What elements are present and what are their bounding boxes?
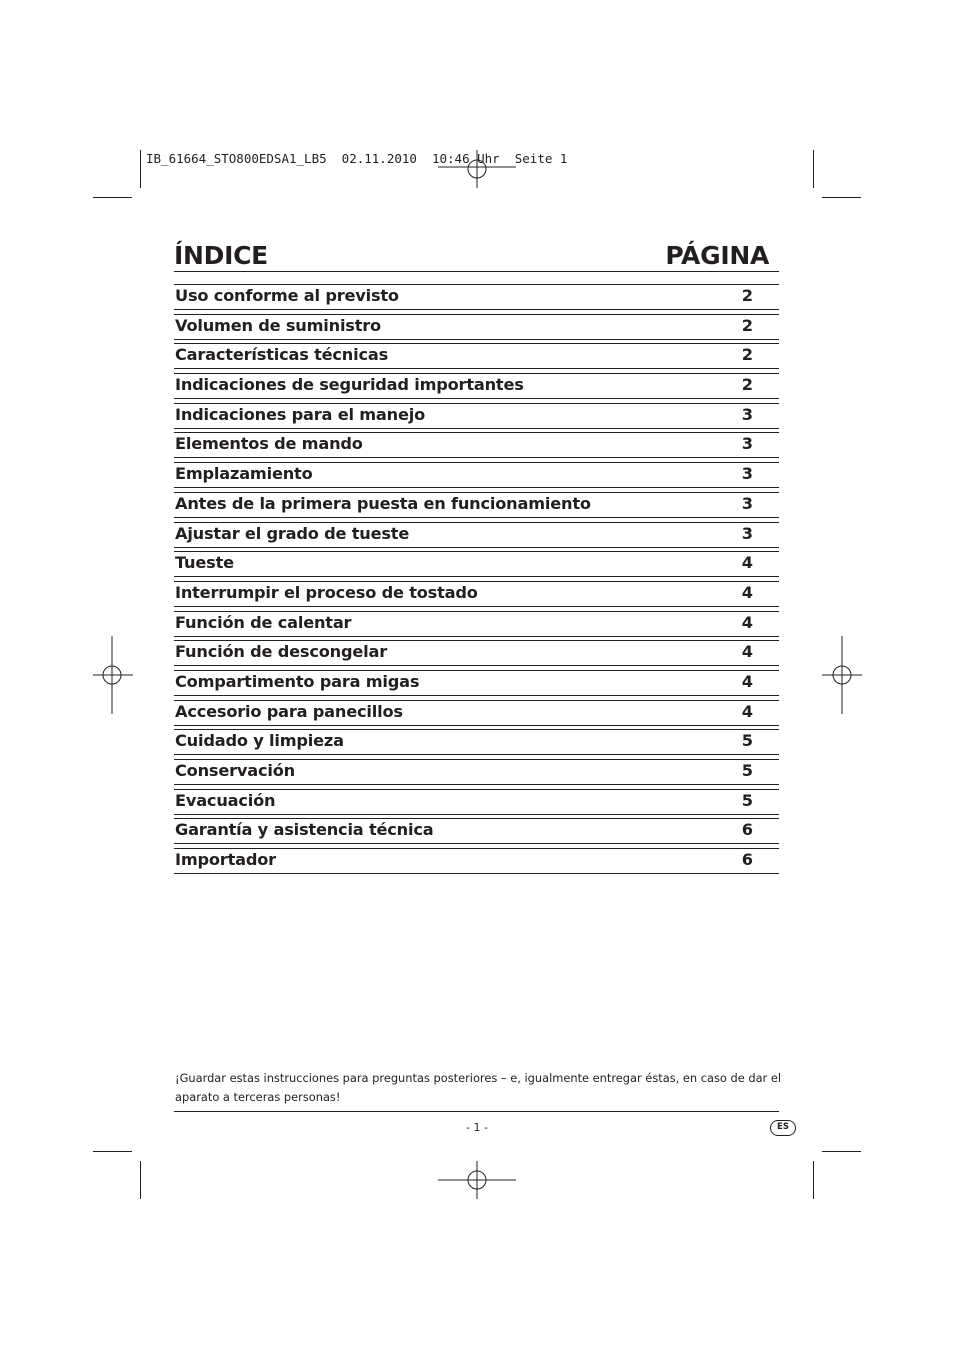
registration-mark-left — [93, 636, 133, 714]
toc-entry-page: 5 — [741, 731, 753, 751]
toc-entry — [174, 462, 779, 492]
toc-entry-title: Importador — [175, 850, 276, 870]
toc-entry-page: 2 — [741, 286, 753, 305]
toc-entry — [174, 611, 779, 641]
toc-entry — [174, 403, 779, 433]
toc-entry-title: Ajustar el grado de tueste — [175, 523, 410, 543]
toc-entry-page: 3 — [741, 464, 753, 484]
toc-entry-title: Conservación — [175, 761, 295, 780]
toc-entry — [174, 729, 779, 759]
registration-mark-bottom — [438, 1161, 516, 1199]
toc-entry — [174, 284, 779, 314]
toc-entry-page: 4 — [741, 701, 753, 721]
toc-entry-page: 4 — [741, 671, 753, 691]
print-slug: IB_61664_STO800EDSA1_LB5 02.11.2010 10:46 Uhr Seite 1 — [146, 151, 568, 166]
toc-entry-title: Indicaciones de seguridad importantes — [175, 375, 524, 395]
toc-entry — [174, 670, 779, 700]
toc-entry-page: 4 — [741, 553, 753, 573]
toc-entry — [174, 759, 779, 789]
toc-entry-title: Características técnicas — [175, 345, 389, 365]
toc-entry-page: 6 — [741, 820, 753, 840]
toc-entry — [174, 314, 779, 344]
toc-entry-page: 2 — [741, 345, 753, 365]
toc-entry-title: Cuidado y limpieza — [175, 731, 344, 751]
toc-entry — [174, 640, 779, 670]
toc-entry-title: Interrumpir el proceso de tostado — [175, 582, 478, 602]
toc-entry-title: Garantía y asistencia técnica — [175, 820, 434, 840]
toc-entry — [174, 818, 779, 848]
language-badge: ES — [770, 1120, 796, 1136]
toc-entry-page: 5 — [741, 761, 753, 780]
toc-entry — [174, 432, 779, 462]
registration-mark-right — [822, 636, 862, 714]
toc-entry-page: 4 — [741, 582, 753, 602]
page-column-heading: PÁGINA — [665, 241, 769, 270]
heading-rule — [174, 271, 779, 272]
page-number: - 1 - — [466, 1121, 488, 1134]
toc-entry-title: Indicaciones para el manejo — [175, 404, 426, 424]
toc-entry — [174, 343, 779, 373]
toc-entry-page: 5 — [741, 790, 753, 810]
toc-entry-page: 3 — [741, 404, 753, 424]
toc-entry-title: Función de descongelar — [175, 642, 387, 662]
toc-entry-page: 3 — [741, 493, 753, 513]
index-heading: ÍNDICE — [174, 241, 268, 270]
footer-rule — [174, 1111, 779, 1112]
toc-entry — [174, 522, 779, 552]
toc-entry-page: 4 — [741, 612, 753, 632]
toc-entry — [174, 492, 779, 522]
toc-entry-title: Compartimento para migas — [175, 671, 420, 691]
toc-entry-title: Antes de la primera puesta en funcionamiento — [175, 493, 591, 513]
toc-entry-page: 3 — [741, 523, 753, 543]
toc-entry — [174, 581, 779, 611]
toc-entry-title: Volumen de suministro — [175, 315, 381, 335]
toc-entry — [174, 789, 779, 819]
toc-entry — [174, 848, 779, 878]
toc-entry-title: Accesorio para panecillos — [175, 701, 403, 721]
table-of-contents — [174, 284, 779, 878]
toc-entry-page: 2 — [741, 375, 753, 395]
toc-entry — [174, 700, 779, 730]
toc-entry-title: Elementos de mando — [175, 434, 363, 454]
toc-entry-title: Tueste — [175, 553, 234, 573]
toc-entry-page: 2 — [741, 315, 753, 335]
toc-entry-page: 6 — [741, 850, 753, 870]
toc-entry-title: Uso conforme al previsto — [175, 286, 399, 305]
registration-mark-top — [438, 150, 516, 188]
toc-entry — [174, 373, 779, 403]
toc-entry-title: Emplazamiento — [175, 464, 313, 484]
toc-entry-page: 4 — [741, 642, 753, 662]
footer-note: ¡Guardar estas instrucciones para preguntas posteriores – e, igualmente entregar éstas, en caso de dar el aparato a terceras personas! — [175, 1071, 782, 1104]
toc-entry-page: 3 — [741, 434, 753, 454]
toc-entry-title: Evacuación — [175, 790, 276, 810]
toc-entry-title: Función de calentar — [175, 612, 352, 632]
toc-entry — [174, 551, 779, 581]
